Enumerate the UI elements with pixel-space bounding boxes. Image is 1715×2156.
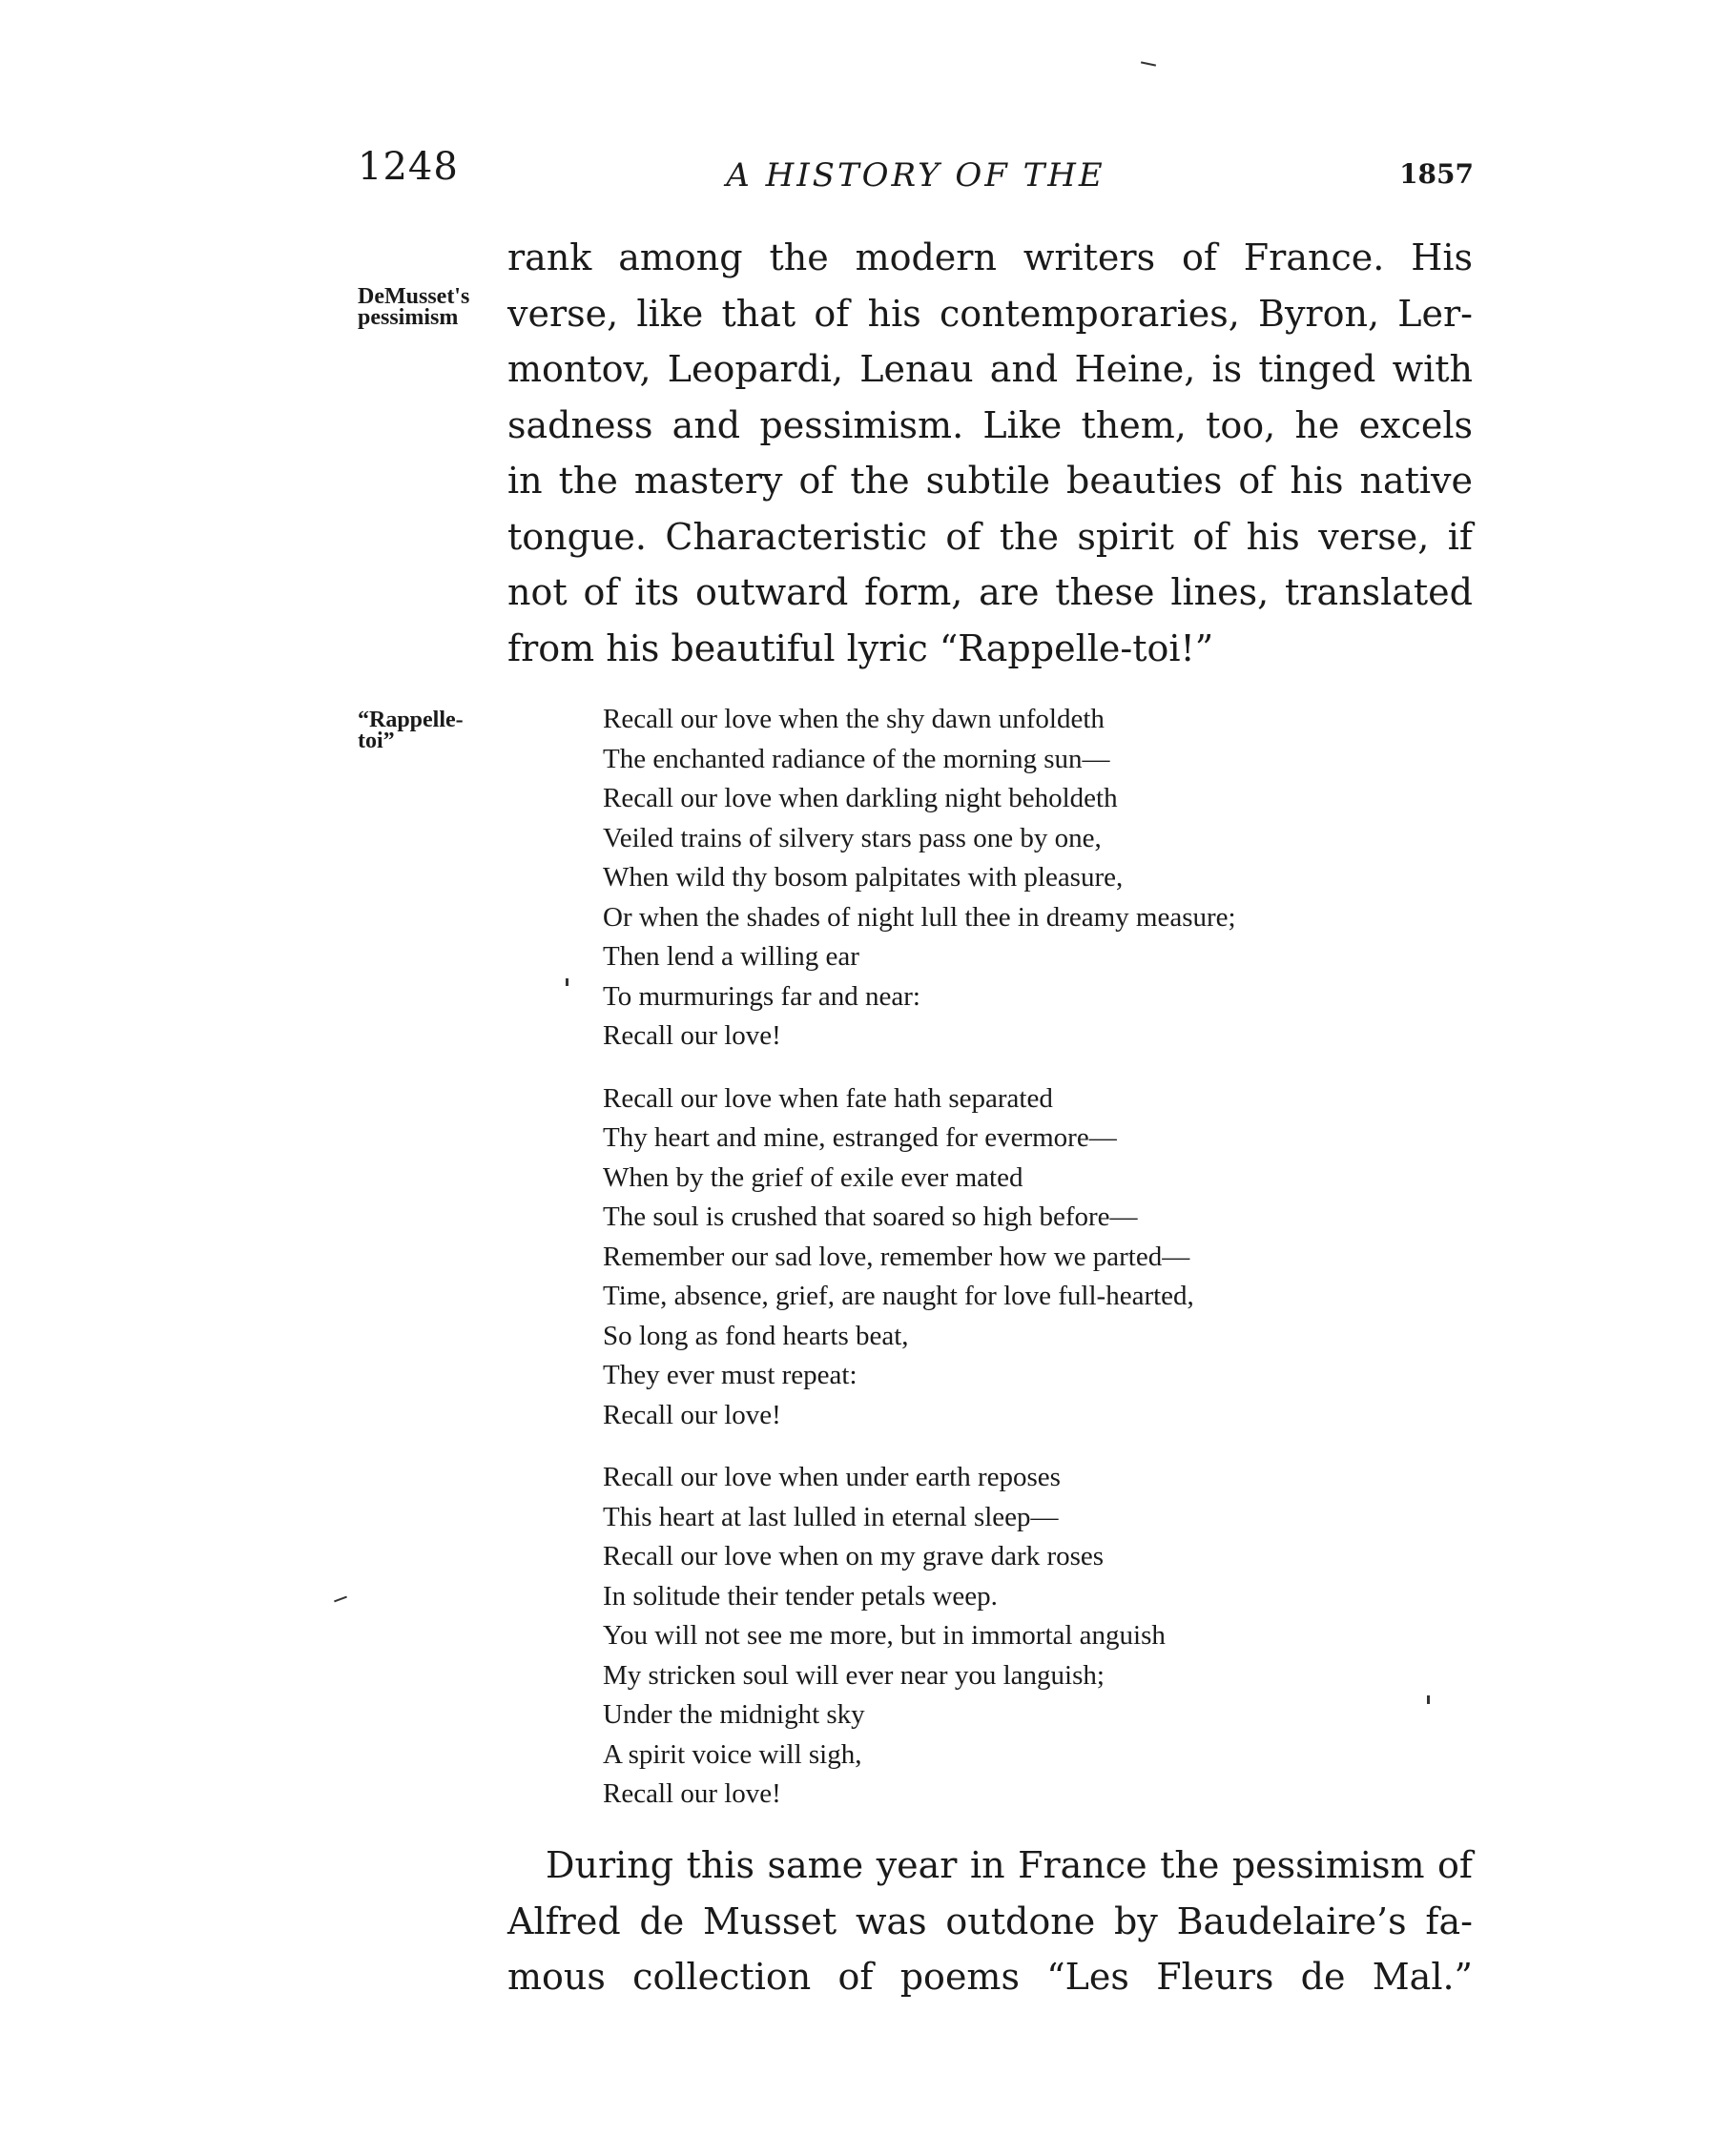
scan-speck: [1141, 61, 1156, 66]
poem-line: Veiled trains of silvery stars pass one by one,: [603, 822, 1102, 853]
poem-stanza-3: [603, 1458, 1461, 1815]
paragraph-line: in the mastery of the subtile beauties of his native: [507, 460, 1473, 502]
scan-speck: [566, 978, 568, 986]
paragraph-line: mous collection of poems “Les Fleurs de Mal.”: [507, 1956, 1473, 1998]
poem-line: Recall our love when on my grave dark roses: [603, 1541, 1105, 1571]
header-title: A HISTORY OF THE: [726, 156, 1105, 195]
poem-line: The enchanted radiance of the morning sun—: [603, 743, 1110, 774]
poem-line: Time, absence, grief, are naught for love full-hearted,: [603, 1281, 1194, 1311]
poem-line: You will not see me more, but in immortal anguish: [603, 1620, 1166, 1651]
paragraph-line: During this same year in France the pessimism of: [546, 1844, 1473, 1886]
poem-line: When by the grief of exile ever mated: [603, 1161, 1023, 1193]
poem-line: Then lend a willing ear: [603, 941, 859, 972]
poem-stanza-2: [603, 1079, 1461, 1436]
paragraph-line: from his beautiful lyric “Rappelle-toi!”: [507, 626, 1214, 669]
sidenote-line: pessimism: [358, 305, 459, 330]
poem-rappelle-toi: [603, 700, 1461, 1838]
poem-line: Thy heart and mine, estranged for evermore—: [603, 1122, 1117, 1153]
poem-line: Or when the shades of night lull thee in dreamy measure;: [603, 901, 1236, 933]
paragraph-line: sadness and pessimism. Like them, too, he excels: [507, 403, 1473, 446]
poem-line: They ever must repeat:: [603, 1360, 858, 1390]
poem-line: Recall our love when the shy dawn unfoldeth: [603, 704, 1105, 734]
paragraph-line: montov, Leopardi, Lenau and Heine, is tinged with: [507, 348, 1473, 390]
poem-line: So long as fond hearts beat,: [603, 1320, 909, 1351]
poem-line: Recall our love when under earth reposes: [603, 1462, 1061, 1492]
poem-line: Recall our love when darkling night beholdeth: [603, 783, 1118, 813]
page-number: 1248: [358, 145, 459, 189]
header-year: 1857: [1399, 158, 1474, 190]
closing-paragraph: [507, 1838, 1473, 2005]
poem-line: My stricken soul will ever near you languish;: [603, 1659, 1105, 1691]
sidenote-line: DeMusset's: [358, 284, 470, 309]
sidenote-line: toi”: [358, 729, 395, 753]
poem-line: The soul is crushed that soared so high before—: [603, 1201, 1138, 1232]
poem-line: To murmurings far and near:: [603, 980, 920, 1012]
poem-line: Remember our sad love, remember how we parted—: [603, 1241, 1190, 1272]
poem-line: Recall our love!: [603, 1020, 781, 1051]
poem-line: When wild thy bosom palpitates with pleasure,: [603, 862, 1124, 893]
paragraph-line: rank among the modern writers of France. His: [507, 236, 1473, 278]
sidenote-rappelle-toi: [358, 709, 510, 751]
poem-line: This heart at last lulled in eternal sleep—: [603, 1501, 1059, 1532]
poem-line: Recall our love!: [603, 1399, 781, 1430]
poem-line: In solitude their tender petals weep.: [603, 1580, 998, 1612]
intro-paragraph: [507, 230, 1473, 676]
sidenote-line: “Rappelle-: [358, 708, 464, 732]
poem-stanza-1: [603, 700, 1461, 1057]
scan-speck: [334, 1596, 347, 1603]
paragraph-line: not of its outward form, are these lines, translated: [507, 571, 1473, 613]
poem-line: Recall our love when fate hath separated: [603, 1082, 1053, 1114]
scan-speck: [1427, 1695, 1430, 1704]
paragraph-line: tongue. Characteristic of the spirit of his verse, if: [507, 515, 1473, 558]
sidenote-demusset-pessimism: [358, 286, 510, 328]
poem-line: Recall our love!: [603, 1778, 781, 1809]
paragraph-line: Alfred de Musset was outdone by Baudelaire’s fa-: [507, 1899, 1473, 1942]
paragraph-line: verse, like that of his contemporaries, Byron, Ler-: [507, 292, 1473, 335]
poem-line: Under the midnight sky: [603, 1699, 865, 1730]
running-header: [358, 145, 1474, 202]
poem-line: A spirit voice will sigh,: [603, 1738, 862, 1770]
